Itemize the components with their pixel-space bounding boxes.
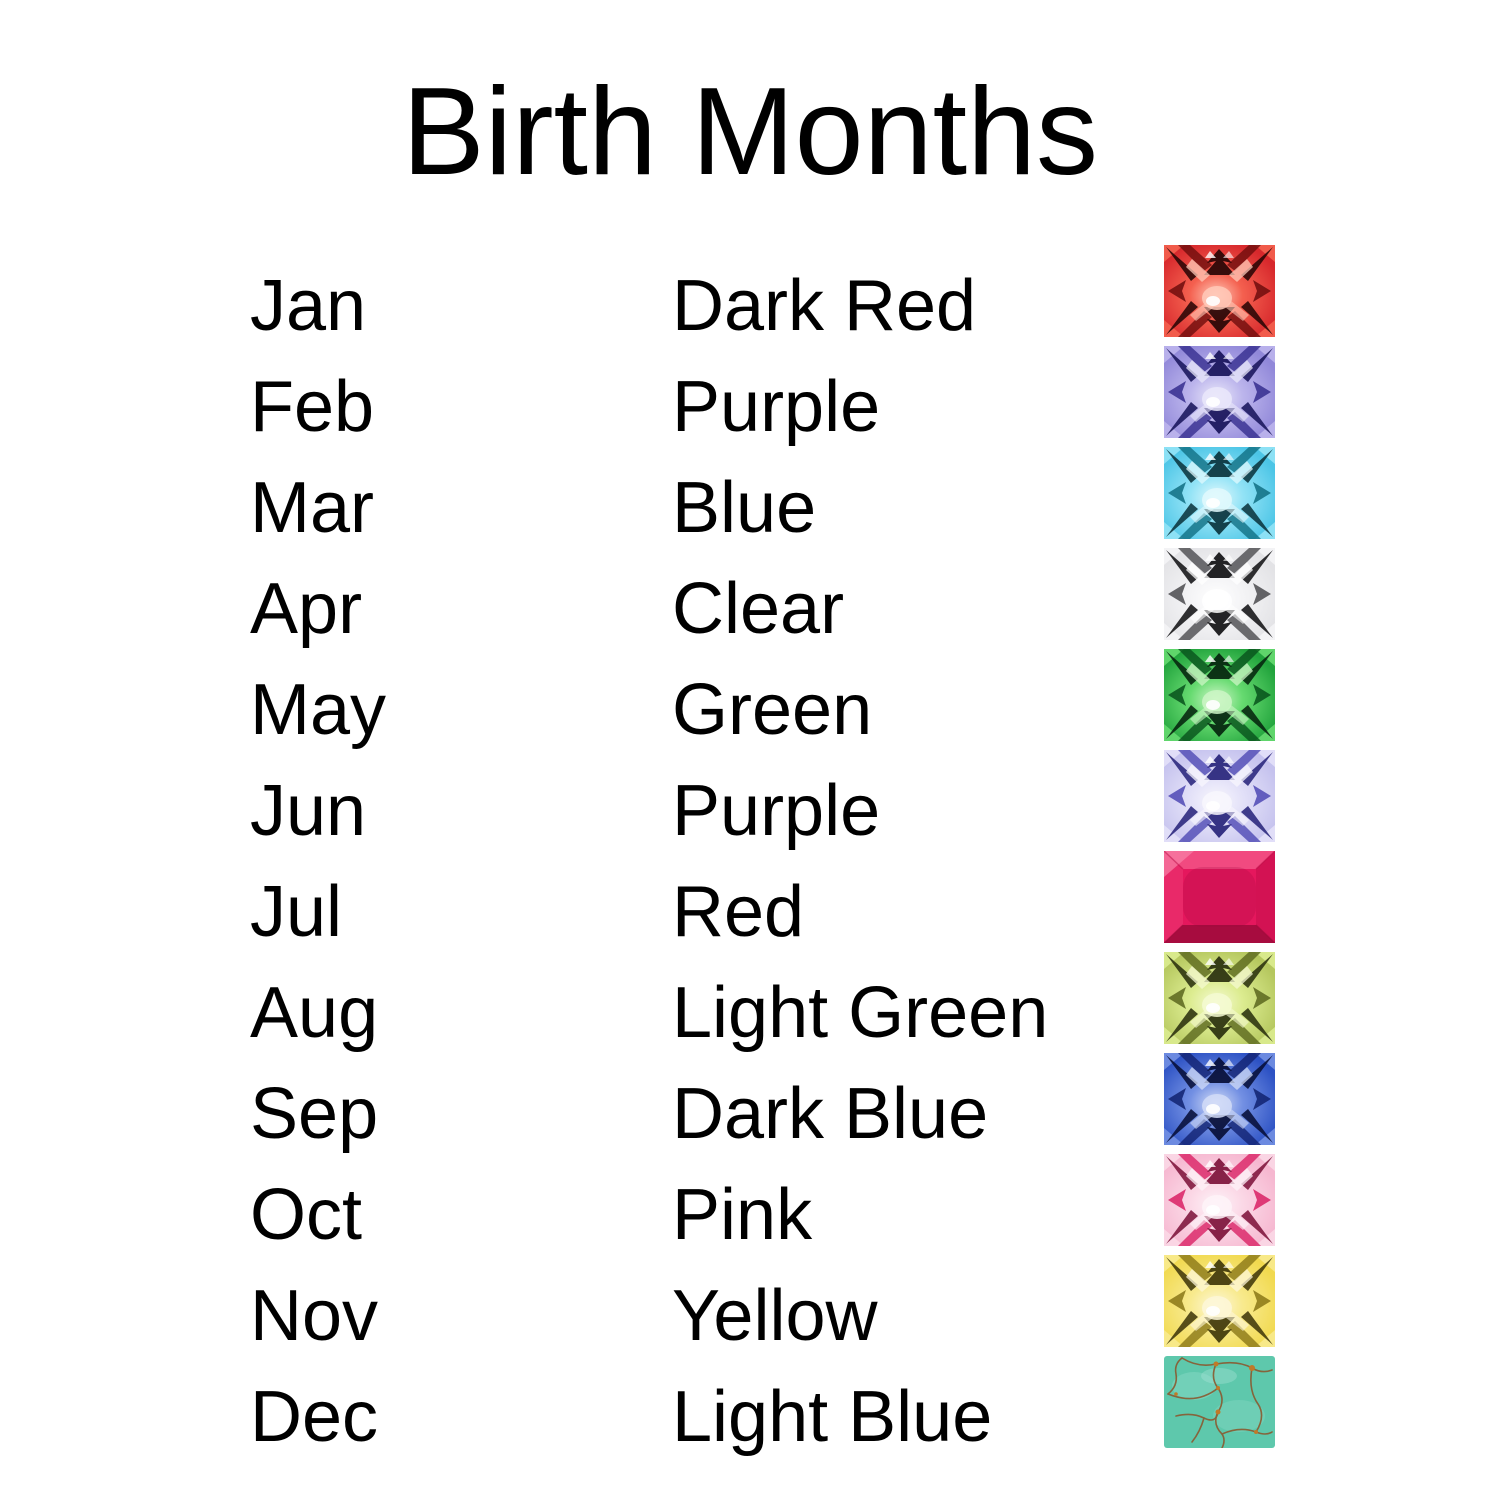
month-label: Sep	[250, 1074, 379, 1154]
month-label: Dec	[250, 1377, 379, 1457]
gem-swatch-jul	[1164, 851, 1275, 943]
gem-swatch-mar	[1164, 447, 1275, 539]
month-label: Apr	[250, 569, 363, 649]
month-label: Nov	[250, 1276, 379, 1356]
month-label: Oct	[250, 1175, 363, 1255]
gem-swatch-apr	[1164, 548, 1275, 640]
color-name-label: Blue	[672, 468, 817, 548]
color-name-label: Green	[672, 670, 873, 750]
table-row	[0, 447, 1500, 548]
month-label: Aug	[250, 973, 379, 1053]
month-label: May	[250, 670, 387, 750]
month-label: Jul	[250, 872, 343, 952]
gem-swatch-dec	[1164, 1356, 1275, 1448]
month-label: Mar	[250, 468, 374, 548]
gem-swatch-jun	[1164, 750, 1275, 842]
gem-swatch-oct	[1164, 1154, 1275, 1246]
month-label: Jun	[250, 771, 367, 851]
gem-swatch-jan	[1164, 245, 1275, 337]
table-row	[0, 1255, 1500, 1356]
color-name-label: Pink	[672, 1175, 813, 1255]
color-name-label: Purple	[672, 771, 881, 851]
color-name-label: Dark Red	[672, 266, 977, 346]
table-row	[0, 952, 1500, 1053]
table-row	[0, 851, 1500, 952]
color-name-label: Light Green	[672, 973, 1049, 1053]
month-label: Feb	[250, 367, 375, 447]
gem-swatch-feb	[1164, 346, 1275, 438]
table-row	[0, 548, 1500, 649]
month-label: Jan	[250, 266, 367, 346]
color-name-label: Red	[672, 872, 805, 952]
gem-swatch-nov	[1164, 1255, 1275, 1347]
color-name-label: Clear	[672, 569, 845, 649]
table-row	[0, 1356, 1500, 1457]
table-row	[0, 245, 1500, 346]
gem-swatch-sep	[1164, 1053, 1275, 1145]
table-row	[0, 649, 1500, 750]
color-name-label: Yellow	[672, 1276, 878, 1356]
gem-swatch-aug	[1164, 952, 1275, 1044]
color-name-label: Light Blue	[672, 1377, 993, 1457]
gem-swatch-may	[1164, 649, 1275, 741]
table-row	[0, 346, 1500, 447]
color-name-label: Purple	[672, 367, 881, 447]
table-row	[0, 1154, 1500, 1255]
color-name-label: Dark Blue	[672, 1074, 989, 1154]
table-row	[0, 1053, 1500, 1154]
table-row	[0, 750, 1500, 851]
page-title: Birth Months	[401, 63, 1099, 201]
